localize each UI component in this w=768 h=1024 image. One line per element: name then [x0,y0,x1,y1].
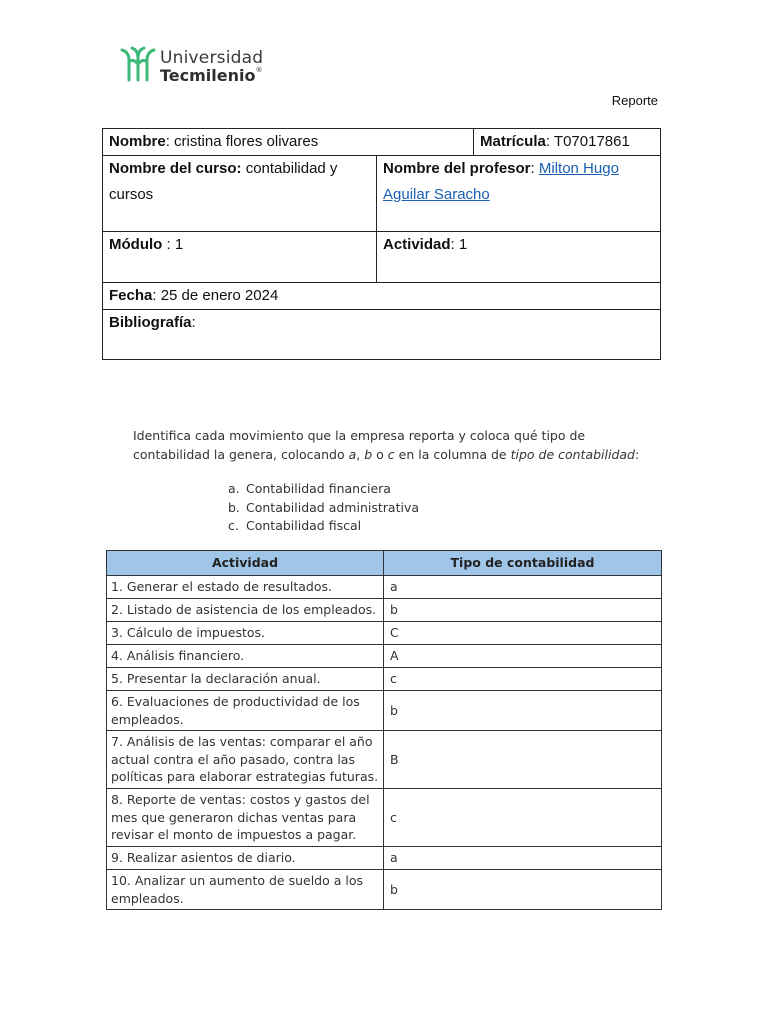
header-tipo: Tipo de contabilidad [384,551,662,576]
profesor-link[interactable]: Milton Hugo [538,160,619,177]
header-actividad: Actividad [107,551,384,576]
logo-line-tecmilenio: Tecmilenio® [160,66,263,85]
table-row: 8. Reporte de ventas: costos y gastos del mes que generaron dichas ventas para revisar el monto de impuestos a pagar. c [107,789,662,847]
table-row: 10. Analizar un aumento de sueldo a los empleados. b [107,870,662,910]
table-row: 6. Evaluaciones de productividad de los empleados. b [107,691,662,731]
profesor-cell: Nombre del profesor: Milton Hugo Aguilar Saracho [377,156,661,232]
option-item: a. Contabilidad financiera [228,481,391,496]
option-item: b. Contabilidad administrativa [228,499,419,515]
curso-cell: Nombre del curso: contabilidad y cursos [103,156,377,232]
bibliografia-cell: Bibliografía: [103,310,661,360]
table-row: 4. Análisis financiero. A [107,645,662,668]
modulo-cell: Módulo : 1 [103,232,377,283]
activities-table [106,550,662,910]
actividad-cell: Actividad: 1 [377,232,661,283]
table-row: 3. Cálculo de impuestos. C [107,622,662,645]
logo-line-universidad: Universidad [160,48,264,68]
fecha-cell: Fecha: 25 de enero 2024 [103,283,661,310]
tecmilenio-leaf-icon [120,46,156,82]
table-row: 2. Listado de asistencia de los empleados. b [107,599,662,622]
table-row: 5. Presentar la declaración anual. c [107,668,662,691]
university-logo [120,44,270,86]
table-row: 1. Generar el estado de resultados. a [107,576,662,599]
matricula-cell: Matrícula: T07017861 [474,129,661,156]
profesor-link-cont[interactable]: Aguilar Saracho [383,186,490,203]
table-row: 9. Realizar asientos de diario. a [107,847,662,870]
nombre-cell: Nombre: cristina flores olivares [103,129,474,156]
instructions-paragraph: Identifica cada movimiento que la empresa reporta y coloca qué tipo de contabilidad la genera, colocando a, b o c en la columna de tipo de contabilidad: [133,428,640,462]
option-item: c. Contabilidad fiscal [228,518,362,533]
table-row: 7. Análisis de las ventas: comparar el año actual contra el año pasado, contra las políticas para elaborar estrategias futuras. B [107,731,662,789]
report-label: Reporte [611,93,658,108]
options-list [228,480,419,536]
student-info-table [102,128,661,360]
